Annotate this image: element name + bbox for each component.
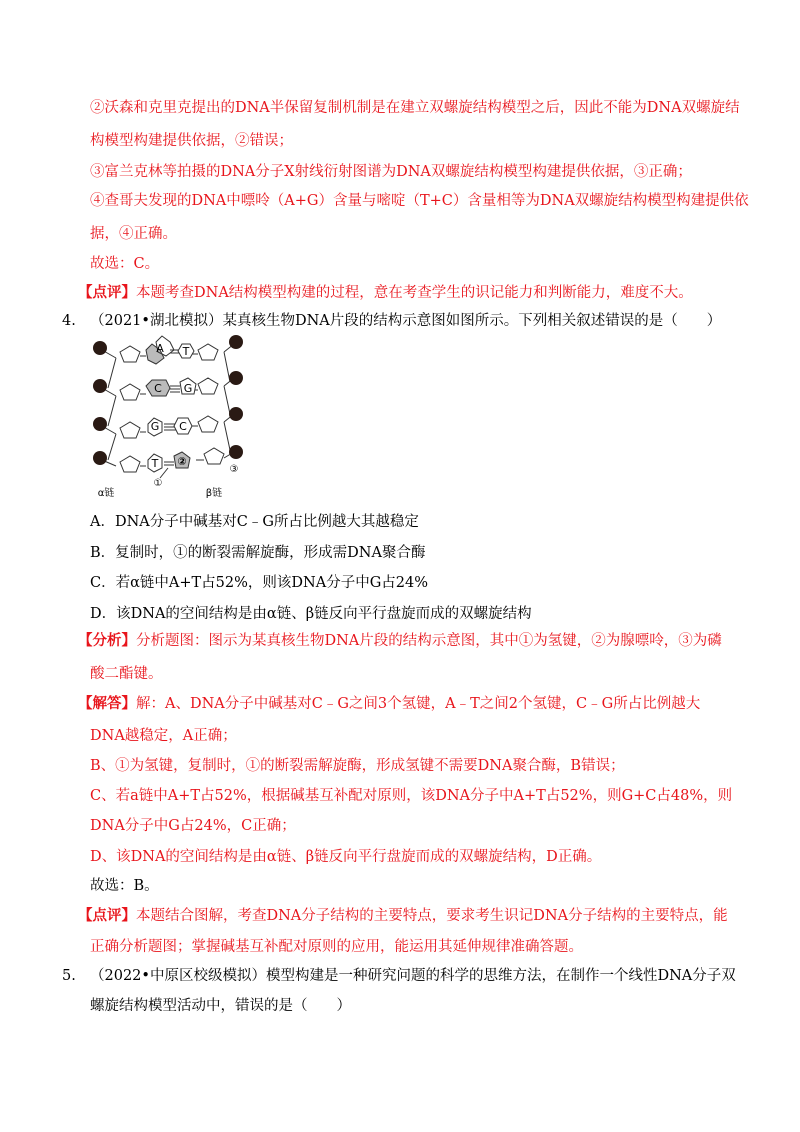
base-t-2: T [151,457,159,470]
analysis-line-2: 酸二酯键。 [90,666,163,682]
prev-answer-line-3: ③富兰克林等拍摄的DNA分子X射线衍射图谱为DNA双螺旋结构模型构建提供依据，③正确； [90,164,692,180]
base-g-2: G [150,420,160,433]
answer-tag: 【解答】 [78,695,136,712]
label-2: ② [177,455,187,468]
label-1: ① [153,478,163,489]
analysis-tag: 【分析】 [78,632,136,649]
answer-line-4: C、若a链中A+T占52%，根据碱基互补配对原则，该DNA分子中A+T占52%，则G+C占48%，则 [90,788,733,804]
alpha-strand-label: α链 [97,488,115,499]
prev-answer-line-5: 据，④正确。 [90,226,177,242]
prev-answer-line-2: 构模型构建提供依据，②错误； [90,133,293,149]
analysis-line-1 [78,631,722,651]
answer-text-1: 解：A、DNA分子中碱基对C﹣G之间3个氢键，A﹣T之间2个氢键，C﹣G所占比例越大 [136,696,701,712]
question-5-stem-1: （2022•中原区校级模拟）模型构建是一种研究问题的科学的思维方法，在制作一个线性DNA分子双 [90,968,736,984]
answer-line-2: DNA越稳定，A正确； [90,728,237,744]
answer-line-6: D、该DNA的空间结构是由α链、β链反向平行盘旋而成的双螺旋结构，D正确。 [90,849,602,865]
comment-text: 本题考查DNA结构模型构建的过程，意在考查学生的识记能力和判断能力，难度不大。 [136,285,693,301]
option-a: A．DNA分子中碱基对C﹣G所占比例越大其越稳定 [90,514,419,530]
prev-answer-line-4: ④查哥夫发现的DNA中嘌呤（A+G）含量与嘧啶（T+C）含量相等为DNA双螺旋结构模型构建提供依 [90,193,749,209]
option-c: C．若α链中A+T占52%，则该DNA分子中G占24% [90,575,429,591]
question-5-stem-2: 螺旋结构模型活动中，错误的是（ ） [90,998,351,1014]
option-b: B．复制时，①的断裂需解旋酶，形成需DNA聚合酶 [90,545,426,561]
comment-tag: 【点评】 [78,284,136,301]
beta-strand-label: β链 [205,488,223,499]
label-3: ③ [229,464,239,475]
answer-line-1 [78,694,700,714]
analysis-text-1: 分析题图：图示为某真核生物DNA片段的结构示意图，其中①为氢键，②为腺嘌呤，③为磷 [136,633,722,649]
base-c-2: C [179,420,187,433]
question-4-stem: （2021•湖北模拟）某真核生物DNA片段的结构示意图如图所示。下列相关叙述错误的是（ ） [90,313,722,329]
answer-line-5: DNA分子中G占24%，C正确； [90,818,296,834]
q4-comment-tag: 【点评】 [78,907,136,924]
q4-choice: 故选：B。 [90,878,159,894]
base-c: C [154,382,162,395]
option-d: D．该DNA的空间结构是由α链、β链反向平行盘旋而成的双螺旋结构 [90,606,532,622]
q4-comment-text-1: 本题结合图解，考查DNA分子结构的主要特点，要求考生识记DNA分子结构的主要特点，能 [136,908,728,924]
base-t: T [182,345,190,358]
base-g: G [183,382,193,395]
dna-structure-diagram [88,330,248,500]
q4-comment-line-2: 正确分析题图；掌握碱基互补配对原则的应用，能运用其延伸规律准确答题。 [90,939,583,955]
answer-line-3: B、①为氢键，复制时，①的断裂需解旋酶，形成氢键不需要DNA聚合酶，B错误； [90,758,625,774]
question-4-number: 4. [62,313,76,329]
q4-comment-line-1 [78,906,728,926]
prev-choice: 故选：C。 [90,256,160,272]
prev-comment [78,283,693,303]
question-5-number: 5. [62,968,76,984]
prev-answer-line-1: ②沃森和克里克提出的DNA半保留复制机制是在建立双螺旋结构模型之后，因此不能为DNA双螺旋结 [90,100,740,116]
base-a: A [156,342,164,355]
